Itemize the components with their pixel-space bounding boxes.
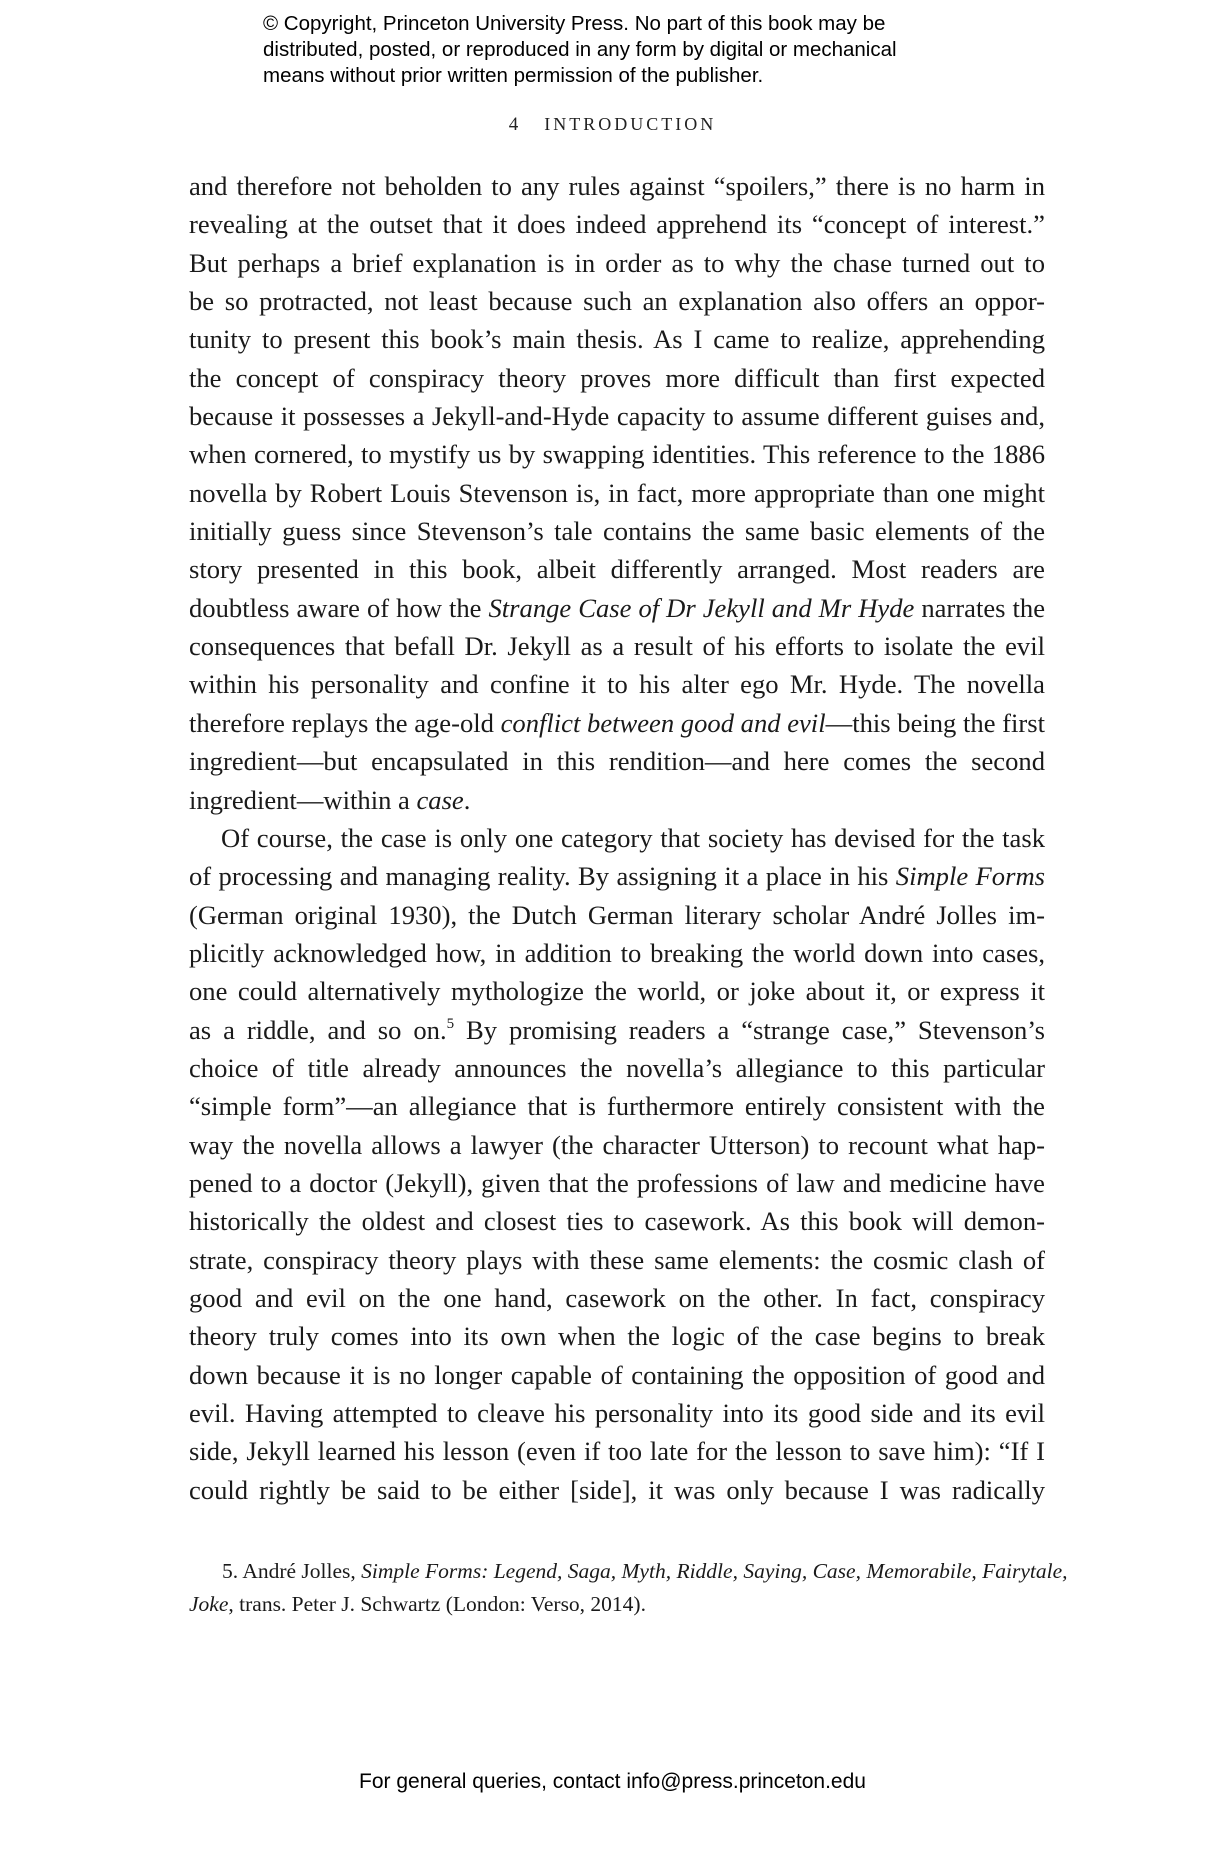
text-line: and therefore not beholden to any rules against “spoilers,” there is no harm in xyxy=(189,171,1045,201)
text-line xyxy=(189,857,1045,895)
text-segment: . xyxy=(463,784,471,815)
text-line: “simple form”—an allegiance that is furthermore entirely consistent with the xyxy=(189,1091,1045,1122)
page-number: 4 xyxy=(508,114,519,135)
body-text xyxy=(189,167,1045,1509)
italic-book-title: Simple Forms xyxy=(895,861,1045,892)
copyright-notice xyxy=(263,11,1023,89)
chapter-title: INTRODUCTION xyxy=(544,114,717,134)
text-segment: —this being the first xyxy=(825,707,1045,738)
text-segment: ingredient—within a xyxy=(189,784,417,815)
text-line: good and evil on the one hand, casework on the other. In fact, conspiracy xyxy=(189,1282,1045,1313)
italic-word: case xyxy=(416,784,464,815)
text-line: strate, conspiracy theory plays with these same elements: the cosmic clash of xyxy=(189,1244,1045,1275)
text-line: choice of title already announces the novella’s allegiance to this particular xyxy=(189,1052,1045,1083)
text-line: But perhaps a brief explanation is in order as to why the chase turned out to xyxy=(189,247,1045,278)
paragraph-start: Of course, the case is only one category that society has devised for the task xyxy=(221,822,1045,853)
text-line: plicitly acknowledged how, in addition to breaking the world down into cases, xyxy=(189,937,1045,968)
footnote-title-end: Joke xyxy=(189,1592,229,1616)
footnote xyxy=(189,1555,1068,1621)
text-segment: therefore replays the age-old xyxy=(189,707,501,738)
text-line: way the novella allows a lawyer (the character Utterson) to recount what hap- xyxy=(189,1129,1045,1160)
text-line: the concept of conspiracy theory proves more difficult than first expected xyxy=(189,362,1045,393)
running-head xyxy=(0,114,1225,136)
text-line: because it possesses a Jekyll-and-Hyde capacity to assume different guises and, xyxy=(189,401,1045,432)
text-line xyxy=(189,1011,1045,1049)
footnote-line xyxy=(189,1588,1045,1621)
text-line: novella by Robert Louis Stevenson is, in fact, more appropriate than one might xyxy=(189,477,1045,508)
text-line: initially guess since Stevenson’s tale contains the same basic elements of the xyxy=(189,516,1045,547)
text-line: side, Jekyll learned his lesson (even if too late for the lesson to save him): “If I xyxy=(189,1436,1045,1467)
text-line: (German original 1930), the Dutch German literary scholar André Jolles im- xyxy=(189,899,1045,930)
footnote-reference[interactable]: 5 xyxy=(446,1015,455,1032)
text-line: consequences that befall Dr. Jekyll as a result of his efforts to isolate the evil xyxy=(189,631,1045,662)
contact-footer: For general queries, contact info@press.princeton.edu xyxy=(359,1770,866,1793)
copyright-line: distributed, posted, or reproduced in any form by digital or mechanical xyxy=(263,38,897,61)
footnote-number: 5. xyxy=(222,1559,239,1583)
text-line: story presented in this book, albeit differently arranged. Most readers are xyxy=(189,554,1045,585)
text-segment: narrates the xyxy=(914,592,1046,623)
italic-book-title: Strange Case of Dr Jekyll and Mr Hyde xyxy=(488,592,915,623)
text-line: evil. Having attempted to cleave his personality into its good side and its evil xyxy=(189,1398,1045,1428)
text-line xyxy=(189,704,1045,742)
text-segment: as a riddle, and so on. xyxy=(189,1014,447,1045)
text-line: revealing at the outset that it does indeed apprehend its “concept of interest.” xyxy=(189,209,1045,240)
footnote-author: André Jolles, xyxy=(238,1559,362,1583)
text-line: pened to a doctor (Jekyll), given that the professions of law and medicine have xyxy=(189,1167,1045,1198)
text-line: theory truly comes into its own when the logic of the case begins to break xyxy=(189,1321,1045,1352)
text-segment: doubtless aware of how the xyxy=(189,592,489,623)
text-segment: By promising readers a “strange case,” Stevenson’s xyxy=(454,1014,1045,1045)
text-line: tunity to present this book’s main thesis. As I came to realize, apprehending xyxy=(189,324,1045,355)
footnote-citation: , trans. Peter J. Schwartz (London: Verso, 2014). xyxy=(228,1592,646,1616)
footnote-line xyxy=(189,1555,1068,1588)
text-line: be so protracted, not least because such an explanation also offers an oppor- xyxy=(189,286,1045,317)
copyright-line: © Copyright, Princeton University Press. No part of this book may be xyxy=(263,12,886,35)
text-line xyxy=(189,589,1045,627)
text-line xyxy=(189,781,1045,819)
text-line: within his personality and confine it to his alter ego Mr. Hyde. The novella xyxy=(189,669,1045,700)
text-line: when cornered, to mystify us by swapping identities. This reference to the 1886 xyxy=(189,439,1045,470)
text-line: historically the oldest and closest ties to casework. As this book will demon- xyxy=(189,1206,1045,1237)
italic-phrase: conflict between good and evil xyxy=(500,707,826,738)
footnote-title: Simple Forms: Legend, Saga, Myth, Riddle, Saying, Case, Memorabile, Fairytale, xyxy=(361,1559,1068,1583)
copyright-line: means without prior written permission of the publisher. xyxy=(263,64,764,87)
text-line: one could alternatively mythologize the world, or joke about it, or express it xyxy=(189,976,1045,1007)
text-line: down because it is no longer capable of containing the opposition of good and xyxy=(189,1359,1045,1390)
text-line: could rightly be said to be either [side], it was only because I was radically xyxy=(189,1474,1045,1505)
text-line: ingredient—but encapsulated in this rendition—and here comes the second xyxy=(189,746,1045,777)
text-segment: of processing and managing reality. By assigning it a place in his xyxy=(189,861,896,892)
